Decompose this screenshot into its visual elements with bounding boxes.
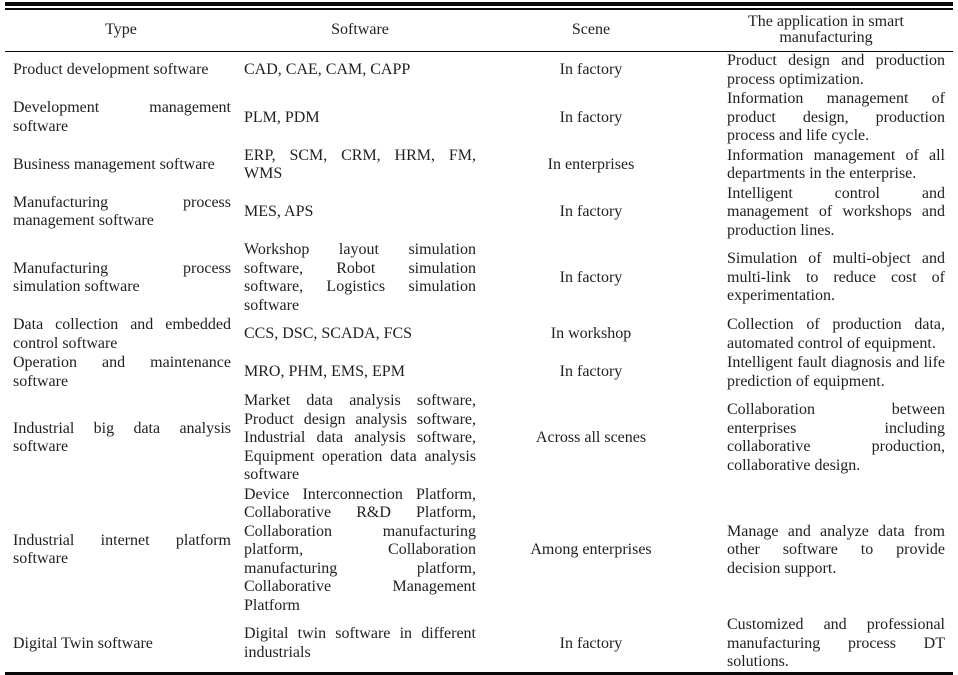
cell-type: Product development software — [13, 61, 209, 79]
cell-scene: Across all scenes — [535, 429, 647, 446]
cell-type: Development management software — [13, 99, 231, 135]
cell-type: Industrial internet platform software — [13, 531, 231, 568]
table-row — [5, 241, 953, 316]
table-row — [5, 51, 953, 90]
cell-scene: In factory — [559, 61, 623, 79]
cell-application: Simulation of multi-object and multi-link to reduce cost of experimentation. — [727, 250, 945, 305]
cell-software: Digital twin software in different industrials — [244, 625, 476, 661]
cell-application: Collection of production data, automated control of equipment. — [727, 316, 945, 352]
cell-type: Manufacturing process simulation software — [13, 259, 231, 295]
cell-scene: In workshop — [550, 325, 632, 343]
cell-software: PLM, PDM — [244, 108, 320, 126]
cell-application: Intelligent control and management of workshops and production lines. — [727, 184, 945, 239]
cell-scene: In enterprises — [547, 155, 635, 173]
cell-software: MRO, PHM, EMS, EPM — [244, 363, 405, 381]
cell-software: MES, APS — [244, 203, 314, 220]
cell-type: Operation and maintenance software — [13, 354, 231, 390]
cell-scene: In factory — [559, 268, 623, 286]
cell-application: Collaboration between enterprises including collaborative production, collaborative design. — [727, 401, 945, 474]
cell-type: Data collection and embedded control software — [13, 316, 231, 352]
cell-software: CCS, DSC, SCADA, FCS — [244, 325, 413, 343]
cell-application: Product design and production process optimization. — [727, 52, 945, 88]
header-application: The application in smart manufacturing — [699, 10, 953, 52]
header-type: Type — [5, 10, 237, 52]
cell-scene: In factory — [559, 634, 623, 652]
cell-software: Workshop layout simulation software, Robot simulation software, Logistics simulation software — [244, 241, 476, 314]
cell-software: Device Interconnection Platform, Collaborative R&D Platform, Collaboration manufacturing platform, Collaboration manufacturing platform, Collaborative Management Platform — [244, 485, 476, 614]
cell-application: Customized and professional manufacturing process DT solutions. — [727, 616, 945, 670]
table-row — [5, 392, 953, 486]
cell-application: Intelligent fault diagnosis and life prediction of equipment. — [727, 354, 945, 390]
cell-software: ERP, SCM, CRM, HRM, FM, WMS — [244, 146, 476, 182]
table-header — [5, 10, 953, 52]
header-software: Software — [237, 10, 483, 52]
table-row — [5, 184, 953, 241]
cell-scene: In factory — [559, 363, 623, 381]
header-row — [5, 10, 953, 52]
cell-application: Manage and analyze data from other software to provide decision support. — [727, 522, 945, 577]
cell-software: Market data analysis software, Product design analysis software, Industrial data analysis software, Equipment operation data analysis software — [244, 392, 476, 483]
cell-application: Information management of all departments in the enterprise. — [727, 146, 945, 182]
table-row — [5, 616, 953, 673]
table-row — [5, 354, 953, 392]
table-row — [5, 90, 953, 147]
table-row — [5, 316, 953, 354]
table-body — [5, 51, 953, 672]
cell-scene: Among enterprises — [530, 541, 652, 558]
table-row — [5, 485, 953, 616]
cell-type: Manufacturing process management software — [13, 193, 231, 230]
cell-type: Industrial big data analysis software — [13, 419, 231, 456]
cell-type: Digital Twin software — [13, 634, 153, 652]
software-classification-table — [5, 10, 953, 673]
header-scene: Scene — [483, 10, 699, 52]
cell-scene: In factory — [559, 108, 623, 126]
cell-type: Business management software — [13, 155, 215, 173]
cell-scene: In factory — [559, 203, 623, 220]
cell-software: CAD, CAE, CAM, CAPP — [244, 61, 411, 79]
cell-application: Information management of product design, production process and life cycle. — [727, 90, 945, 144]
table-row — [5, 146, 953, 184]
